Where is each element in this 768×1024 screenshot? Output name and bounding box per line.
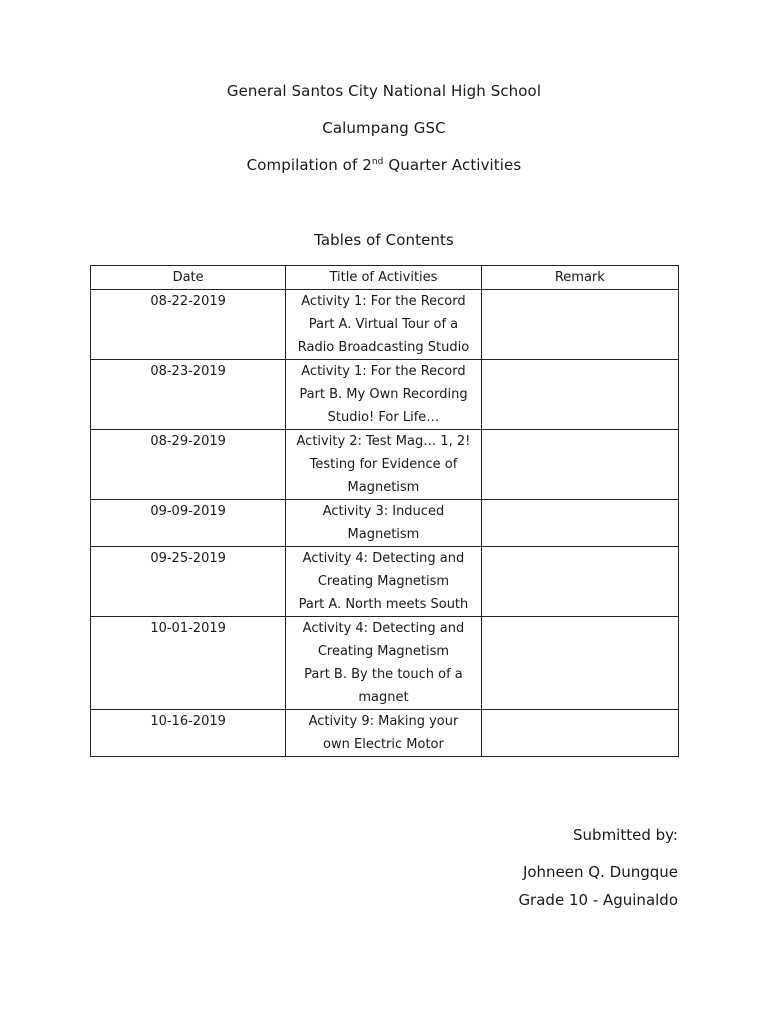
row-remark: [481, 430, 678, 500]
activity-title-line: Activity 4: Detecting and: [302, 621, 465, 636]
row-date: 10-16-2019: [91, 710, 286, 757]
activity-title-line: Activity 9: Making your: [308, 714, 459, 729]
campus-name: Calumpang GSC: [322, 119, 446, 137]
toc-header-row: [91, 266, 679, 290]
row-remark: [481, 710, 678, 757]
activity-title-line: magnet: [358, 690, 409, 705]
toc-table: [90, 265, 679, 757]
row-date: 09-09-2019: [91, 500, 286, 547]
compilation-suffix: Quarter Activities: [383, 156, 522, 174]
row-activity-title: [286, 360, 481, 430]
activity-title-line: Activity 4: Detecting and: [302, 551, 465, 566]
activity-title-line: Activity 1: For the Record: [301, 294, 466, 309]
row-date: 08-23-2019: [91, 360, 286, 430]
row-activity-title: [286, 430, 481, 500]
activity-title-line: Radio Broadcasting Studio: [297, 340, 470, 355]
table-row: [91, 290, 679, 360]
row-activity-title: [286, 290, 481, 360]
toc-title: Tables of Contents: [314, 231, 454, 249]
table-row: [91, 710, 679, 757]
row-date: 08-22-2019: [91, 290, 286, 360]
column-header-remark: Remark: [481, 266, 678, 290]
table-row: [91, 547, 679, 617]
toc-body: [91, 290, 679, 757]
row-activity-title: [286, 617, 481, 710]
activity-title-line: Creating Magnetism: [317, 574, 450, 589]
activity-title-line: own Electric Motor: [323, 737, 444, 752]
activity-title-line: Activity 2: Test Mag… 1, 2!: [296, 434, 471, 449]
compilation-prefix: Compilation of 2: [246, 156, 372, 174]
row-remark: [481, 360, 678, 430]
row-remark: [481, 500, 678, 547]
row-activity-title: [286, 710, 481, 757]
student-section: Grade 10 - Aguinaldo: [518, 891, 678, 909]
activity-title-line: Creating Magnetism: [317, 644, 450, 659]
activity-title-line: Magnetism: [347, 480, 420, 495]
table-row: [91, 360, 679, 430]
activity-title-line: Part A. Virtual Tour of a: [308, 317, 459, 332]
activity-title-line: Part A. North meets South: [298, 597, 469, 612]
activity-title-line: Studio! For Life…: [327, 410, 440, 425]
submitted-by-label: Submitted by:: [573, 826, 678, 844]
student-name: Johneen Q. Dungque: [522, 863, 678, 881]
row-remark: [481, 547, 678, 617]
row-activity-title: [286, 547, 481, 617]
row-activity-title: [286, 500, 481, 547]
activity-title-line: Part B. My Own Recording: [299, 387, 468, 402]
compilation-title: [0, 156, 768, 174]
table-row: [91, 430, 679, 500]
table-row: [91, 500, 679, 547]
row-remark: [481, 617, 678, 710]
activity-title-line: Activity 1: For the Record: [301, 364, 466, 379]
activity-title-line: Part B. By the touch of a: [304, 667, 463, 682]
activity-title-line: Testing for Evidence of: [309, 457, 458, 472]
school-name: General Santos City National High School: [226, 82, 542, 100]
activity-title-line: Magnetism: [347, 527, 420, 542]
row-date: 08-29-2019: [91, 430, 286, 500]
table-row: [91, 617, 679, 710]
activity-title-line: Activity 3: Induced: [322, 504, 445, 519]
row-date: 09-25-2019: [91, 547, 286, 617]
compilation-ordinal: nd: [371, 157, 384, 167]
column-header-date: Date: [91, 266, 286, 290]
column-header-title: Title of Activities: [286, 266, 481, 290]
row-date: 10-01-2019: [91, 617, 286, 710]
row-remark: [481, 290, 678, 360]
